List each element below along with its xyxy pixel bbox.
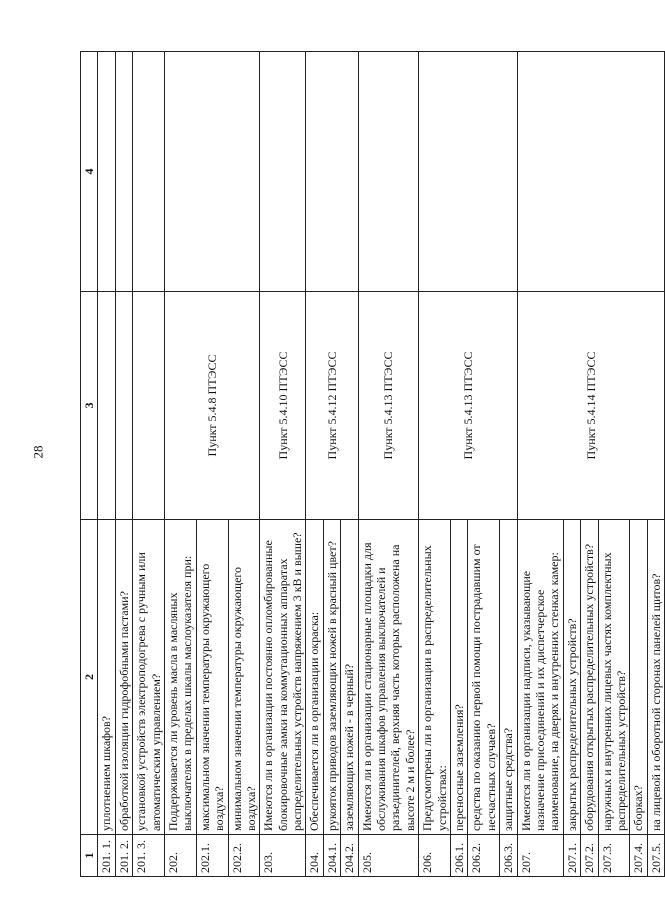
row-text: сборках? [630, 520, 647, 835]
table-row [517, 52, 563, 877]
row-ref: Пункт 5.4.10 ПТЭСС [260, 292, 306, 520]
row-text: на лицевой и оборотной сторонах панелей щитов? [647, 520, 664, 835]
row-number: 204. [306, 835, 323, 877]
row-text: Поддерживается ли уровень масла в масляных выключателях в пределах шкалы маслоуказателя при: [164, 520, 196, 835]
row-number: 207.3. [598, 835, 630, 877]
table-row [133, 52, 165, 877]
checklist-table [80, 51, 665, 877]
row-text: Обеспечивается ли в организации окраска: [306, 520, 323, 835]
row-ref [98, 292, 115, 520]
table-row [306, 52, 323, 877]
row-text: обработкой изоляции гидрофобными пастами? [115, 520, 132, 835]
row-col4 [98, 52, 115, 292]
row-ref: Пункт 5.4.13 ПТЭСС [419, 292, 517, 520]
row-ref: Пункт 5.4.13 ПТЭСС [358, 292, 419, 520]
row-text: средства по оказанию первой помощи пострадавшим от несчастных случаев? [468, 520, 500, 835]
table-row [260, 52, 306, 877]
row-ref: Пункт 5.4.14 ПТЭСС [517, 292, 665, 520]
row-number: 206.3. [500, 835, 517, 877]
row-number: 201. 2. [115, 835, 132, 877]
row-text: закрытых распределительных устройств? [563, 520, 580, 835]
row-number: 206.1. [450, 835, 467, 877]
row-col4 [260, 52, 306, 292]
row-number: 201. 1. [98, 835, 115, 877]
row-text: защитные средства? [500, 520, 517, 835]
header-col-2: 2 [81, 520, 98, 835]
row-text: рукояток приводов заземляющих ножей в красный цвет? [323, 520, 340, 835]
table-row [115, 52, 132, 877]
row-text: Имеются ли в организации постоянно опломбированные блокировочные замки на коммутационных аппаратах распределительных устройств напряжением 3 кВ и выше? [260, 520, 306, 835]
row-text: максимальном значении температуры окружающего воздуха? [196, 520, 228, 835]
table-row [419, 52, 451, 877]
header-col-4: 4 [81, 52, 98, 292]
row-number: 207.5. [647, 835, 664, 877]
row-text: установкой устройств электроподогрева с ручным или автоматическим управлением? [133, 520, 165, 835]
rotated-table-wrapper [80, 52, 663, 877]
row-col4 [358, 52, 419, 292]
row-text: Имеются ли в организации надписи, указывающие назначение присоединений и их диспетчерское наименование, на дверях и внутренних стенках камер: [517, 520, 563, 835]
row-number: 203. [260, 835, 306, 877]
row-text: заземляющих ножей - в черный? [341, 520, 358, 835]
row-ref: Пункт 5.4.8 ПТЭСС [164, 292, 259, 520]
row-text: оборудования открытых распределительных устройств? [581, 520, 598, 835]
row-number: 207.4. [630, 835, 647, 877]
row-ref [133, 292, 165, 520]
row-number: 206. [419, 835, 451, 877]
row-text: переносные заземления? [450, 520, 467, 835]
row-col4 [115, 52, 132, 292]
row-text: Предусмотрены ли в организации в распределительных устройствах: [419, 520, 451, 835]
row-number: 207.2. [581, 835, 598, 877]
row-ref: Пункт 5.4.12 ПТЭСС [306, 292, 358, 520]
row-text: уплотнением шкафов? [98, 520, 115, 835]
row-number: 204.1. [323, 835, 340, 877]
table-row [358, 52, 419, 877]
header-col-3: 3 [81, 292, 98, 520]
row-number: 204.2. [341, 835, 358, 877]
row-text: наружных и внутренних лицевых частях комплектных распределительных устройств? [598, 520, 630, 835]
row-col4 [517, 52, 665, 292]
table-inner [80, 52, 663, 877]
page-number: 28 [30, 445, 46, 459]
row-col4 [133, 52, 165, 292]
row-col4 [419, 52, 517, 292]
row-number: 207.1. [563, 835, 580, 877]
row-number: 202. [164, 835, 196, 877]
row-number: 205. [358, 835, 419, 877]
row-text: Имеются ли в организации стационарные площадки для обслуживания шкафов управления выключателей и разъединителей, верхняя часть которых расположена на высоте 2 м и более? [358, 520, 419, 835]
header-col-1: 1 [81, 835, 98, 877]
row-number: 202.2. [228, 835, 260, 877]
row-text: минимальном значении температуры окружающего воздуха? [228, 520, 260, 835]
row-number: 206.2. [468, 835, 500, 877]
table-row [164, 52, 196, 877]
row-number: 207. [517, 835, 563, 877]
row-ref [115, 292, 132, 520]
row-col4 [164, 52, 259, 292]
table-row [98, 52, 115, 877]
row-col4 [306, 52, 358, 292]
header-row [81, 52, 98, 877]
row-number: 202.1. [196, 835, 228, 877]
row-number: 201. 3. [133, 835, 165, 877]
